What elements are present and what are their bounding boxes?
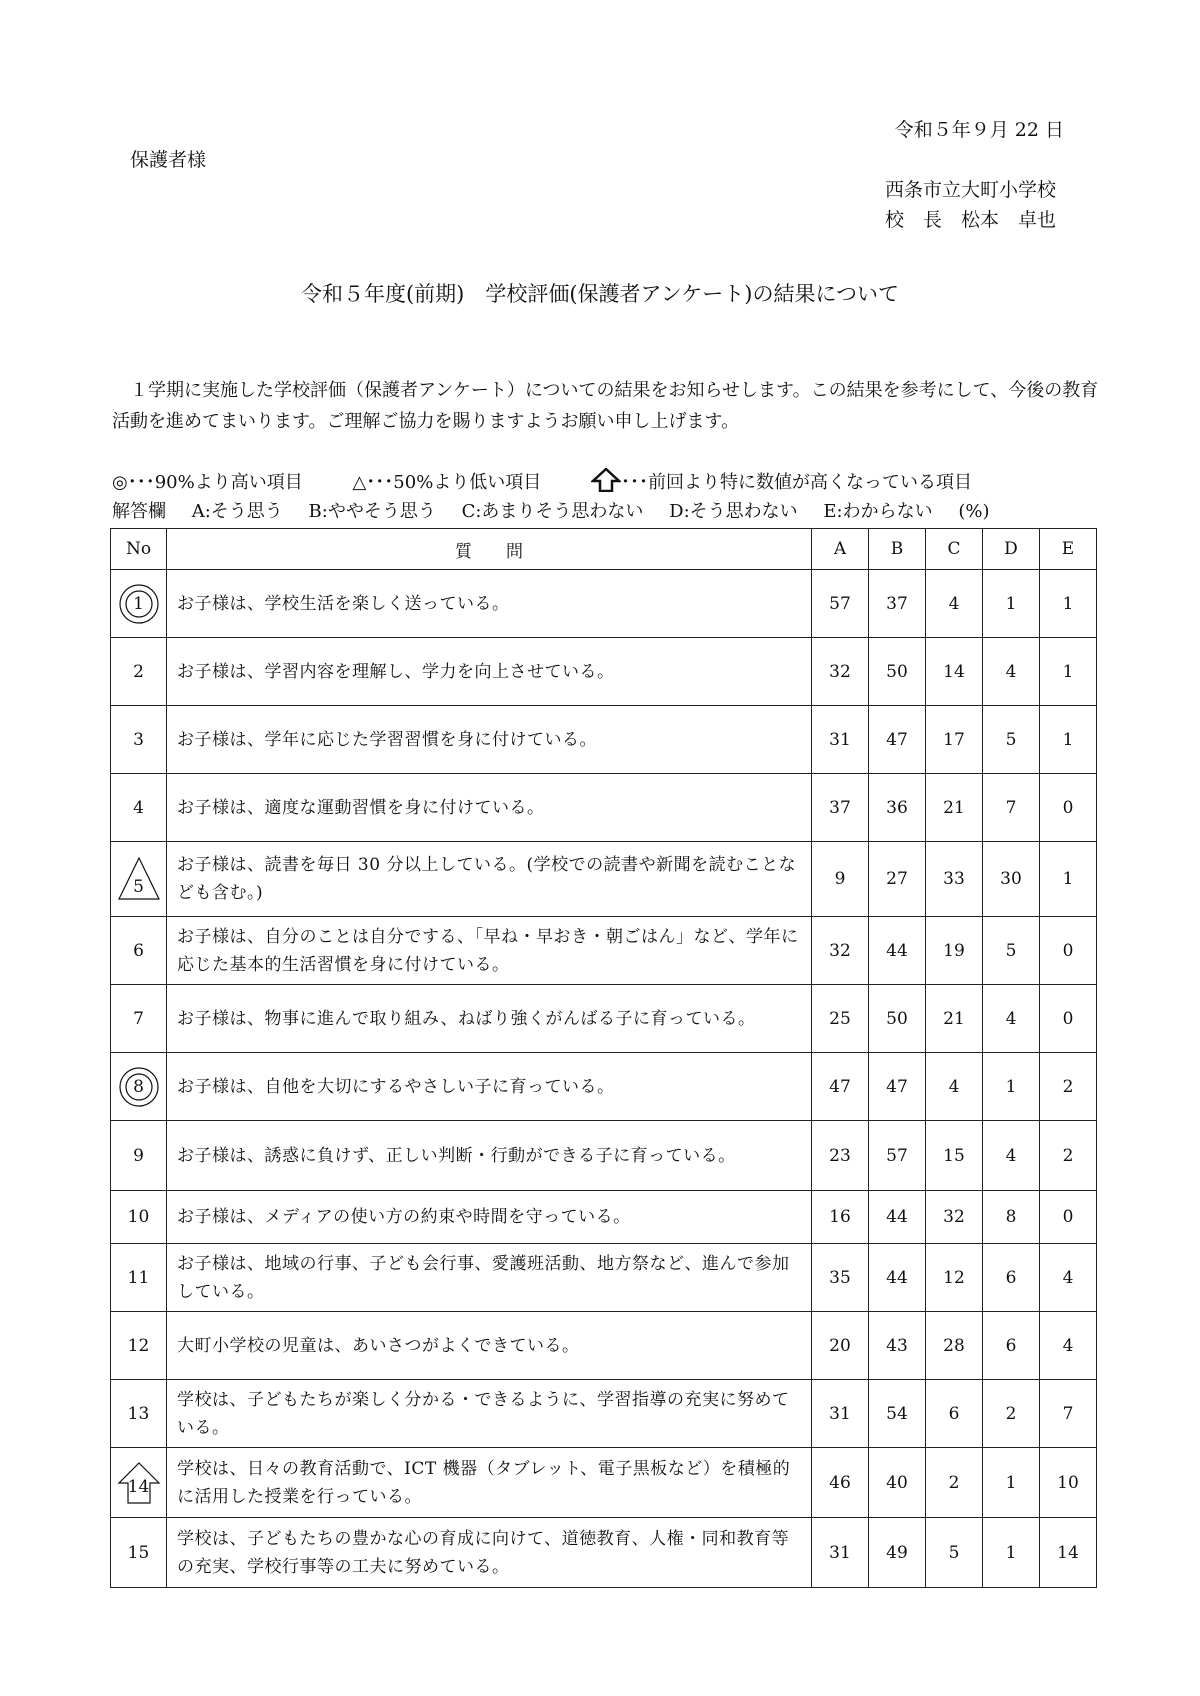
- value-c: 5: [926, 1518, 983, 1588]
- sender-block: [885, 175, 1056, 235]
- value-a: 32: [812, 917, 869, 985]
- row-number-cell: [111, 706, 167, 774]
- answer-key-e: E:わからない: [823, 501, 933, 522]
- value-b: 50: [869, 638, 926, 706]
- value-e: 0: [1040, 774, 1097, 842]
- question-text: お子様は、地域の行事、子ども会行事、愛護班活動、地方祭など、進んで参加している。: [167, 1244, 812, 1312]
- header-b: B: [869, 529, 926, 570]
- value-a: 57: [812, 570, 869, 638]
- school-name: 西条市立大町小学校: [885, 179, 1057, 201]
- row-number: 7: [133, 1008, 144, 1029]
- row-number-cell: [111, 917, 167, 985]
- table-row: [111, 1380, 1097, 1448]
- value-e: 2: [1040, 1053, 1097, 1121]
- table-row: [111, 706, 1097, 774]
- legend-double-circle: ◎･･･90%より高い項目: [112, 472, 303, 493]
- table-row: [111, 1518, 1097, 1588]
- value-a: 20: [812, 1312, 869, 1380]
- value-b: 49: [869, 1518, 926, 1588]
- document-date: 令和５年９月 22 日: [894, 119, 1064, 141]
- value-d: 4: [983, 985, 1040, 1053]
- row-number-cell: [111, 1244, 167, 1312]
- value-a: 31: [812, 1518, 869, 1588]
- value-b: 47: [869, 1053, 926, 1121]
- value-d: 6: [983, 1244, 1040, 1312]
- answer-key-unit: (%): [958, 501, 990, 522]
- value-c: 33: [926, 842, 983, 917]
- header-a: A: [812, 529, 869, 570]
- row-number-cell: [111, 1053, 167, 1121]
- value-a: 31: [812, 706, 869, 774]
- value-e: 1: [1040, 706, 1097, 774]
- question-text: お子様は、自他を大切にするやさしい子に育っている。: [167, 1053, 812, 1121]
- question-text: 学校は、子どもたちが楽しく分かる・できるように、学習指導の充実に努めている。: [167, 1380, 812, 1448]
- value-a: 32: [812, 638, 869, 706]
- addressee: 保護者様: [130, 149, 207, 171]
- question-text: お子様は、メディアの使い方の約束や時間を守っている。: [167, 1191, 812, 1244]
- principal-name: 校 長 松本 卓也: [885, 209, 1057, 231]
- header-d: D: [983, 529, 1040, 570]
- value-d: 4: [983, 1121, 1040, 1191]
- value-d: 1: [983, 1518, 1040, 1588]
- table-row: [111, 1312, 1097, 1380]
- row-number-cell: [111, 1312, 167, 1380]
- row-number-cell: [111, 774, 167, 842]
- value-b: 36: [869, 774, 926, 842]
- header-e: E: [1040, 529, 1097, 570]
- value-b: 43: [869, 1312, 926, 1380]
- answer-key-prefix: 解答欄: [112, 501, 166, 522]
- double-circle-icon: [117, 582, 161, 626]
- value-b: 27: [869, 842, 926, 917]
- question-text: お子様は、学校生活を楽しく送っている。: [167, 570, 812, 638]
- value-e: 0: [1040, 1191, 1097, 1244]
- row-number: 8: [133, 1076, 144, 1097]
- row-number: 9: [133, 1145, 144, 1166]
- table-body: [111, 570, 1097, 1588]
- answer-key-a: A:そう思う: [191, 501, 283, 522]
- legend: [112, 468, 972, 494]
- question-text: 学校は、日々の教育活動で、ICT 機器（タブレット、電子黒板など）を積極的に活用した授業を行っている。: [167, 1448, 812, 1518]
- header-no: No: [111, 529, 167, 570]
- row-number: 15: [127, 1542, 150, 1563]
- table-row: [111, 1191, 1097, 1244]
- row-number: 6: [133, 940, 144, 961]
- triangle-icon: [117, 857, 161, 901]
- value-c: 17: [926, 706, 983, 774]
- row-number: 11: [127, 1267, 150, 1288]
- row-number-cell: [111, 638, 167, 706]
- row-number: 2: [133, 661, 144, 682]
- value-d: 4: [983, 638, 1040, 706]
- value-b: 50: [869, 985, 926, 1053]
- value-a: 37: [812, 774, 869, 842]
- value-c: 21: [926, 774, 983, 842]
- value-a: 46: [812, 1448, 869, 1518]
- row-number-cell: [111, 1518, 167, 1588]
- value-a: 31: [812, 1380, 869, 1448]
- header-question: 質 問: [167, 529, 812, 570]
- row-number-cell: [111, 1380, 167, 1448]
- value-b: 57: [869, 1121, 926, 1191]
- answer-key-d: D:そう思わない: [669, 501, 798, 522]
- value-d: 30: [983, 842, 1040, 917]
- value-d: 1: [983, 1053, 1040, 1121]
- value-b: 37: [869, 570, 926, 638]
- value-d: 5: [983, 917, 1040, 985]
- row-number: 5: [133, 877, 144, 897]
- value-b: 54: [869, 1380, 926, 1448]
- value-a: 9: [812, 842, 869, 917]
- answer-key-b: B:ややそう思う: [308, 501, 436, 522]
- table-row: [111, 1053, 1097, 1121]
- question-text: お子様は、自分のことは自分でする、「早ね・早おき・朝ごはん」など、学年に応じた基本的生活習慣を身に付けている。: [167, 917, 812, 985]
- row-number: 1: [133, 593, 144, 614]
- row-number-cell: [111, 570, 167, 638]
- legend-triangle: △･･･50%より低い項目: [352, 472, 542, 493]
- table-row: [111, 570, 1097, 638]
- row-number-cell: [111, 1448, 167, 1518]
- question-text: お子様は、読書を毎日 30 分以上している。(学校での読書や新聞を読むことなども含む。): [167, 842, 812, 917]
- value-d: 1: [983, 1448, 1040, 1518]
- value-b: 44: [869, 1191, 926, 1244]
- value-e: 4: [1040, 1244, 1097, 1312]
- row-number: 12: [127, 1335, 150, 1356]
- value-b: 47: [869, 706, 926, 774]
- value-c: 21: [926, 985, 983, 1053]
- row-number: 13: [127, 1403, 150, 1424]
- up-arrow-icon: [591, 468, 621, 492]
- survey-results-table: [110, 528, 1097, 1588]
- value-b: 40: [869, 1448, 926, 1518]
- value-a: 16: [812, 1191, 869, 1244]
- question-text: お子様は、学習内容を理解し、学力を向上させている。: [167, 638, 812, 706]
- row-number: 3: [133, 729, 144, 750]
- question-text: 学校は、子どもたちの豊かな心の育成に向けて、道徳教育、人権・同和教育等の充実、学校行事等の工夫に努めている。: [167, 1518, 812, 1588]
- value-e: 1: [1040, 842, 1097, 917]
- table-row: [111, 1244, 1097, 1312]
- value-d: 6: [983, 1312, 1040, 1380]
- document-title: 令和５年度(前期) 学校評価(保護者アンケート)の結果について: [300, 282, 900, 306]
- value-a: 25: [812, 985, 869, 1053]
- value-c: 28: [926, 1312, 983, 1380]
- value-e: 14: [1040, 1518, 1097, 1588]
- value-d: 8: [983, 1191, 1040, 1244]
- row-number-cell: [111, 1121, 167, 1191]
- double-circle-icon: [117, 1065, 161, 1109]
- value-a: 23: [812, 1121, 869, 1191]
- value-e: 0: [1040, 985, 1097, 1053]
- value-a: 47: [812, 1053, 869, 1121]
- answer-key: [112, 497, 1010, 523]
- answer-key-c: C:あまりそう思わない: [461, 501, 644, 522]
- table-row: [111, 917, 1097, 985]
- row-number: 10: [127, 1207, 150, 1227]
- row-number: 4: [133, 797, 144, 818]
- row-number-cell: [111, 1191, 167, 1244]
- up-arrow-icon: [117, 1461, 161, 1505]
- value-e: 1: [1040, 570, 1097, 638]
- table-row: [111, 1448, 1097, 1518]
- value-e: 1: [1040, 638, 1097, 706]
- table-row: [111, 985, 1097, 1053]
- row-number: 14: [127, 1476, 150, 1497]
- value-e: 2: [1040, 1121, 1097, 1191]
- question-text: お子様は、学年に応じた学習習慣を身に付けている。: [167, 706, 812, 774]
- question-text: 大町小学校の児童は、あいさつがよくできている。: [167, 1312, 812, 1380]
- value-c: 2: [926, 1448, 983, 1518]
- question-text: お子様は、誘惑に負けず、正しい判断・行動ができる子に育っている。: [167, 1121, 812, 1191]
- legend-arrow: ･･･前回より特に数値が高くなっている項目: [621, 472, 973, 493]
- row-number-cell: [111, 842, 167, 917]
- value-c: 6: [926, 1380, 983, 1448]
- value-c: 15: [926, 1121, 983, 1191]
- value-d: 2: [983, 1380, 1040, 1448]
- value-c: 32: [926, 1191, 983, 1244]
- table-row: [111, 774, 1097, 842]
- question-text: お子様は、物事に進んで取り組み、ねばり強くがんばる子に育っている。: [167, 985, 812, 1053]
- table-row: [111, 1121, 1097, 1191]
- value-c: 19: [926, 917, 983, 985]
- value-a: 35: [812, 1244, 869, 1312]
- value-b: 44: [869, 1244, 926, 1312]
- question-text: お子様は、適度な運動習慣を身に付けている。: [167, 774, 812, 842]
- table-row: [111, 638, 1097, 706]
- row-number-cell: [111, 985, 167, 1053]
- value-e: 10: [1040, 1448, 1097, 1518]
- intro-paragraph: １学期に実施した学校評価（保護者アンケート）についての結果をお知らせします。この結果を参考にして、今後の教育活動を進めてまいります。ご理解ご協力を賜りますようお願い申し上げます。: [112, 380, 1099, 432]
- header-c: C: [926, 529, 983, 570]
- value-b: 44: [869, 917, 926, 985]
- value-d: 1: [983, 570, 1040, 638]
- value-e: 7: [1040, 1380, 1097, 1448]
- table-header-row: [111, 529, 1097, 570]
- value-d: 5: [983, 706, 1040, 774]
- value-e: 4: [1040, 1312, 1097, 1380]
- value-e: 0: [1040, 917, 1097, 985]
- table-row: [111, 842, 1097, 917]
- value-c: 4: [926, 570, 983, 638]
- value-c: 4: [926, 1053, 983, 1121]
- value-d: 7: [983, 774, 1040, 842]
- value-c: 12: [926, 1244, 983, 1312]
- value-c: 14: [926, 638, 983, 706]
